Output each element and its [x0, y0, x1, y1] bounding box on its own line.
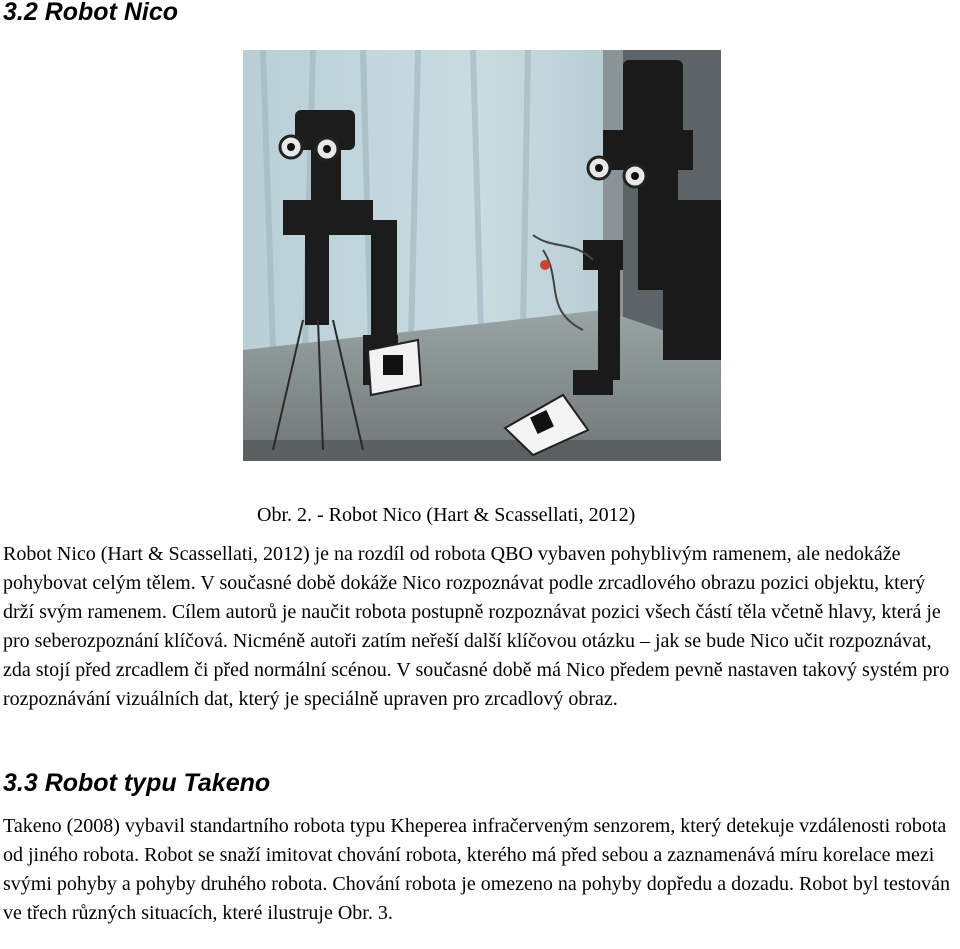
robot-nico-photo [243, 50, 721, 461]
section-heading: 3.3 Robot typu Takeno [3, 769, 271, 797]
paragraph-takeno: Takeno (2008) vybavil standartního robota typu Kheperea infračerveným senzorem, který detekuje vzdálenosti robota od jiného robota. Robot se snaží imitovat chování robota, kterého má před sebou a zaznamenává míru korelace mezi svými pohyby a pohyby druhého robota. Chování robota je omezeno na pohyby dopředu a dozadu. Robot byl testován ve třech různých situacích, které ilustruje Obr. 3. [3, 815, 951, 924]
section-heading: 3.2 Robot Nico [3, 0, 179, 26]
paragraph-nico: Robot Nico (Hart & Scassellati, 2012) je na rozdíl od robota QBO vybaven pohyblivým ramenem, ale nedokáže pohybovat celým tělem. V současné době dokáže Nico rozpoznávat podle zrcadlového obrazu pozici objektu, který drží svým ramenem. Cílem autorů je naučit robota postupně rozpoznávat pozici všech částí těla včetně hlavy, která je pro seberozpoznání klíčová. Nicméně autoři zatím neřeší další klíčovou otázku – jak se bude Nico učit rozpoznávat, zda stojí před zrcadlem či před normální scénou. V současné době má Nico předem pevně nastaven takový systém pro rozpoznávání vizuálních dat, který je speciálně upraven pro zrcadlový obraz. [3, 543, 950, 710]
figure-caption: Obr. 2. - Robot Nico (Hart & Scassellati, 2012) [257, 504, 636, 526]
